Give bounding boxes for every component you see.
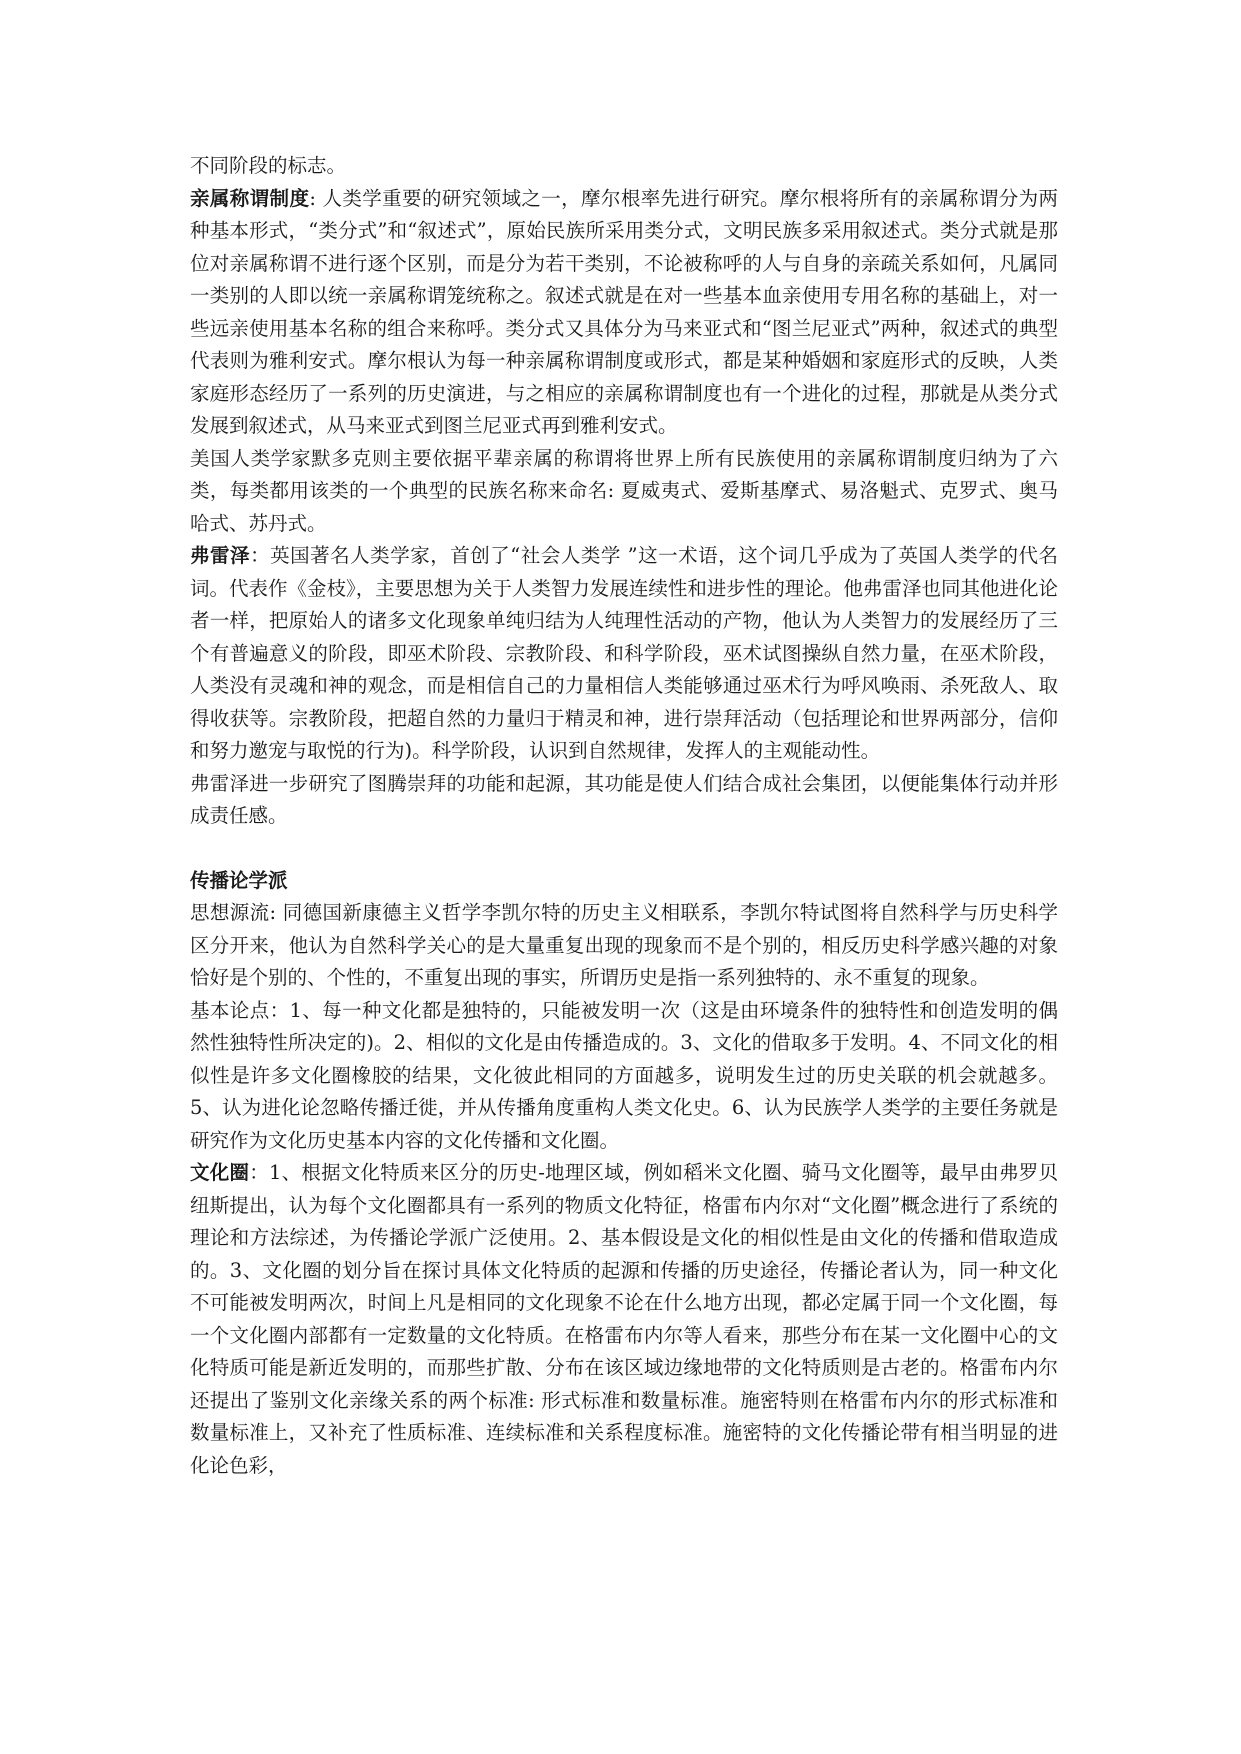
term-kinship-terminology: 亲属称谓制度	[190, 186, 310, 210]
paragraph-text: ：1、根据文化特质来区分的历史-地理区域，例如稻米文化圈、骑马文化圈等，最早由弗罗贝纽斯提出，认为每个文化圈都具有一系列的物质文化特征，格雷布内尔对“文化圈”概念进行了系统的理论和方法综述，为传播论学派广泛使用。2、基本假设是文化的相似性是由文化的传播和借取造成的。3、文化圈的划分旨在探讨具体文化特质的起源和传播的历史途径，传播论者认为，同一种文化不可能被发明两次，时间上凡是相同的文化现象不论在什么地方出现，都必定属于同一个文化圈，每一个文化圈内部都有一定数量的文化特质。在格雷布内尔等人看来，那些分布在某一文化圈中心的文化特质可能是新近发明的，而那些扩散、分布在该区域边缘地带的文化特质则是古老的。格雷布内尔还提出了鉴别文化亲缘关系的两个标准: 形式标准和数量标准。施密特则在格雷布内尔的形式标准和数量标准上，又补充了性质标准、连续标准和关系程度标准。施密特的文化传播论带有相当明显的进化论色彩，	[190, 1161, 1058, 1477]
paragraph-culture-circle	[190, 1157, 1058, 1482]
paragraph-text: 弗雷泽进一步研究了图腾崇拜的功能和起源，其功能是使人们结合成社会集团，以便能集体行动并形成责任感。	[190, 771, 1058, 827]
section-spacer	[190, 833, 1058, 865]
paragraph-text: ：英国著名人类学家，首创了“社会人类学 ”这一术语，这个词几乎成为了英国人类学的代名词。代表作《金枝》，主要思想为关于人类智力发展连续性和进步性的理论。他弗雷泽也同其他进化论者一样，把原始人的诸多文化现象单纯归结为人纯理性活动的产物，他认为人类智力的发展经历了三个有普遍意义的阶段，即巫术阶段、宗教阶段、和科学阶段，巫术试图操纵自然力量，在巫术阶段，人类没有灵魂和神的观念，而是相信自己的力量相信人类能够通过巫术行为呼风唤雨、杀死敌人、取得收获等。宗教阶段，把超自然的力量归于精灵和神，进行崇拜活动（包括理论和世界两部分，信仰和努力邀宠与取悦的行为)。科学阶段，认识到自然规律，发挥人的主观能动性。	[190, 544, 1058, 762]
paragraph-frazer	[190, 540, 1058, 768]
paragraph-text: 思想源流: 同德国新康德主义哲学李凯尔特的历史主义相联系，李凯尔特试图将自然科学与历史科学区分开来，他认为自然科学关心的是大量重复出现的现象而不是个别的，相反历史科学感兴趣的对象恰好是个别的、个性的，不重复出现的事实，所谓历史是指一系列独特的、永不重复的现象。	[190, 901, 1058, 989]
term-culture-circle: 文化圈	[190, 1161, 250, 1184]
paragraph-text: : 人类学重要的研究领域之一，摩尔根率先进行研究。摩尔根将所有的亲属称谓分为两种基本形式，“类分式”和“叙述式”，原始民族所采用类分式，文明民族多采用叙述式。类分式就是那位对亲属称谓不进行逐个区别，而是分为若干类别，不论被称呼的人与自身的亲疏关系如何，凡属同一类别的人即以统一亲属称谓笼统称之。叙述式就是在对一些基本血亲使用专用名称的基础上，对一些远亲使用基本名称的组合来称呼。类分式又具体分为马来亚式和“图兰尼亚式”两种，叙述式的典型代表则为雅利安式。摩尔根认为每一种亲属称谓制度或形式，都是某种婚姻和家庭形式的反映，人类家庭形态经历了一系列的历史演进，与之相应的亲属称谓制度也有一个进化的过程，那就是从类分式发展到叙述式，从马来亚式到图兰尼亚式再到雅利安式。	[190, 186, 1058, 437]
paragraph-stage-sign	[190, 150, 1058, 183]
paragraph-murdock	[190, 443, 1058, 541]
paragraph-totemism	[190, 768, 1058, 833]
section-heading-diffusionism: 传播论学派	[190, 868, 288, 892]
paragraph-text: 不同阶段的标志。	[190, 154, 347, 177]
paragraph-text: 基本论点：1、每一种文化都是独特的，只能被发明一次（这是由环境条件的独特性和创造发明的偶然性独特性所决定的)。2、相似的文化是由传播造成的。3、文化的借取多于发明。4、不同文化的相似性是许多文化圈橡胶的结果，文化彼此相同的方面越多，说明发生过的历史关联的机会就越多。5、认为进化论忽略传播迁徙，并从传播角度重构人类文化史。6、认为民族学人类学的主要任务就是研究作为文化历史基本内容的文化传播和文化圈。	[190, 998, 1058, 1152]
term-frazer: 弗雷泽	[190, 544, 251, 567]
paragraph-text: 美国人类学家默多克则主要依据平辈亲属的称谓将世界上所有民族使用的亲属称谓制度归纳为了六类，每类都用该类的一个典型的民族名称来命名: 夏威夷式、爱斯基摩式、易洛魁式、克罗式、奥马哈式、苏丹式。	[190, 446, 1058, 535]
document-page	[190, 150, 1058, 1482]
paragraph-kinship-terminology	[190, 183, 1058, 443]
paragraph-intellectual-origins	[190, 897, 1058, 995]
paragraph-basic-arguments	[190, 995, 1058, 1158]
